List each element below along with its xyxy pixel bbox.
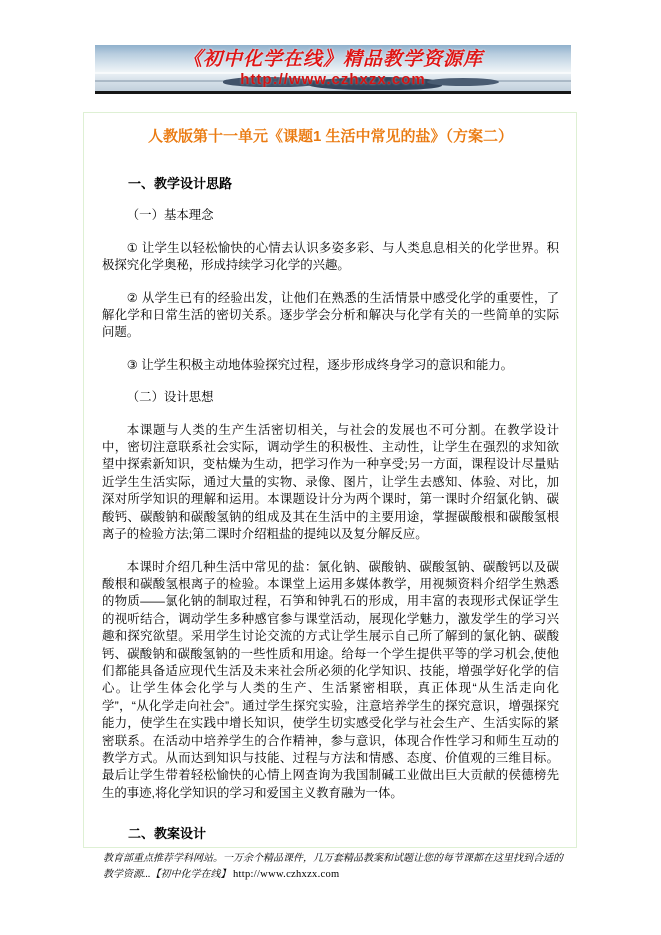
banner-site-url-link[interactable]: http://www.czhxzx.com xyxy=(240,71,426,88)
page-footer xyxy=(103,851,575,882)
doc-title: 人教版第十一单元《课题1 生活中常见的盐》（方案二） xyxy=(147,128,513,145)
site-banner xyxy=(95,45,571,94)
heading-basic-concepts: （一）基本理念 xyxy=(126,208,214,223)
footer-line-1: 教育部重点推荐学科网站。一万余个精品课件，几万套精品教案和试题让您的每节课都在这里找到合适的 xyxy=(103,853,563,864)
heading-design-idea: （二）设计思想 xyxy=(126,390,214,405)
paragraph-design-1: 本课题与人类的生产生活密切相关，与社会的发展也不可分割。在教学设计中，密切注意联系社会实际，调动学生的积极性、主动性，让学生在强烈的求知欲望中探索新知识，变枯燥为生动，把学习作为一种享受;另一方面，课程设计尽量贴近学生生活实际，通过大量的实物、录像、图片，让学生去感知、体验、对比，加深对所学知识的理解和运用。本课题设计分为两个课时，第一课时介绍氯化钠、碳酸钙、碳酸钠和碳酸氢钠的组成及其在生活中的主要用途，掌握碳酸根和碳酸氢根离子的检验方法;第二课时介绍粗盐的提纯以及复分解反应。 xyxy=(102,422,559,542)
footer-line-2 xyxy=(103,867,575,883)
paragraph-point-3: ③ 让学生积极主动地体验探究过程，逐步形成终身学习的意识和能力。 xyxy=(126,357,514,372)
footer-line-2-text: 教学资源...【初中化学在线】 xyxy=(103,868,231,880)
paragraph-point-1: ① 让学生以轻松愉快的心情去认识多姿多彩、与人类息息相关的化学世界。积极探究化学奥秘，形成持续学习化学的兴趣。 xyxy=(102,240,559,273)
heading-section-1: 一、教学设计思路 xyxy=(128,176,233,191)
paragraph-point-2: ② 从学生已有的经验出发，让他们在熟悉的生活情景中感受化学的重要性，了解化学和日常生活的密切关系。逐步学会分析和解决与化学有关的一些简单的实际问题。 xyxy=(102,290,559,340)
footer-url-link[interactable]: http://www.czhxzx.com xyxy=(233,868,340,880)
document-page xyxy=(83,112,577,848)
banner-site-title: 《初中化学在线》精品教学资源库 xyxy=(182,49,483,70)
paragraph-design-2: 本课时介绍几种生活中常见的盐：氯化钠、碳酸钠、碳酸氢钠、碳酸钙以及碳酸根和碳酸氢根离子的检验。本课堂上运用多媒体教学，用视频资料介绍学生熟悉的物质——氯化钠的制取过程，石笋和钟乳石的形成，用丰富的表现形式保证学生的视听结合，调动学生多种感官参与课堂活动，展现化学魅力，激发学生的学习兴趣和探究欲望。采用学生讨论交流的方式让学生展示自己所了解到的氯化钠、碳酸钙、碳酸钠和碳酸氢钠的一些性质和用途。给每一个学生提供平等的学习机会,使他们都能具备适应现代生活及未来社会所必须的化学知识、技能，增强学好化学的信心。让学生体会化学与人类的生产、生活紧密相联，真正体现“从生活走向化学”，“从化学走向社会”。通过学生探究实验，注意培养学生的探究意识，增强探究能力，使学生在实践中增长知识，使学生切实感受化学与社会生产、生活实际的紧密联系。在活动中培养学生的合作精神，参与意识，体现合作性学习和师生互动的教学方式。从而达到知识与技能、过程与方法和情感、态度、价值观的三维目标。最后让学生带着轻松愉快的心情上网查询为我国制碱工业做出巨大贡献的侯德榜先生的事迹,将化学知识的学习和爱国主义教育融为一体。 xyxy=(102,559,559,800)
heading-section-2: 二、教案设计 xyxy=(128,826,207,842)
